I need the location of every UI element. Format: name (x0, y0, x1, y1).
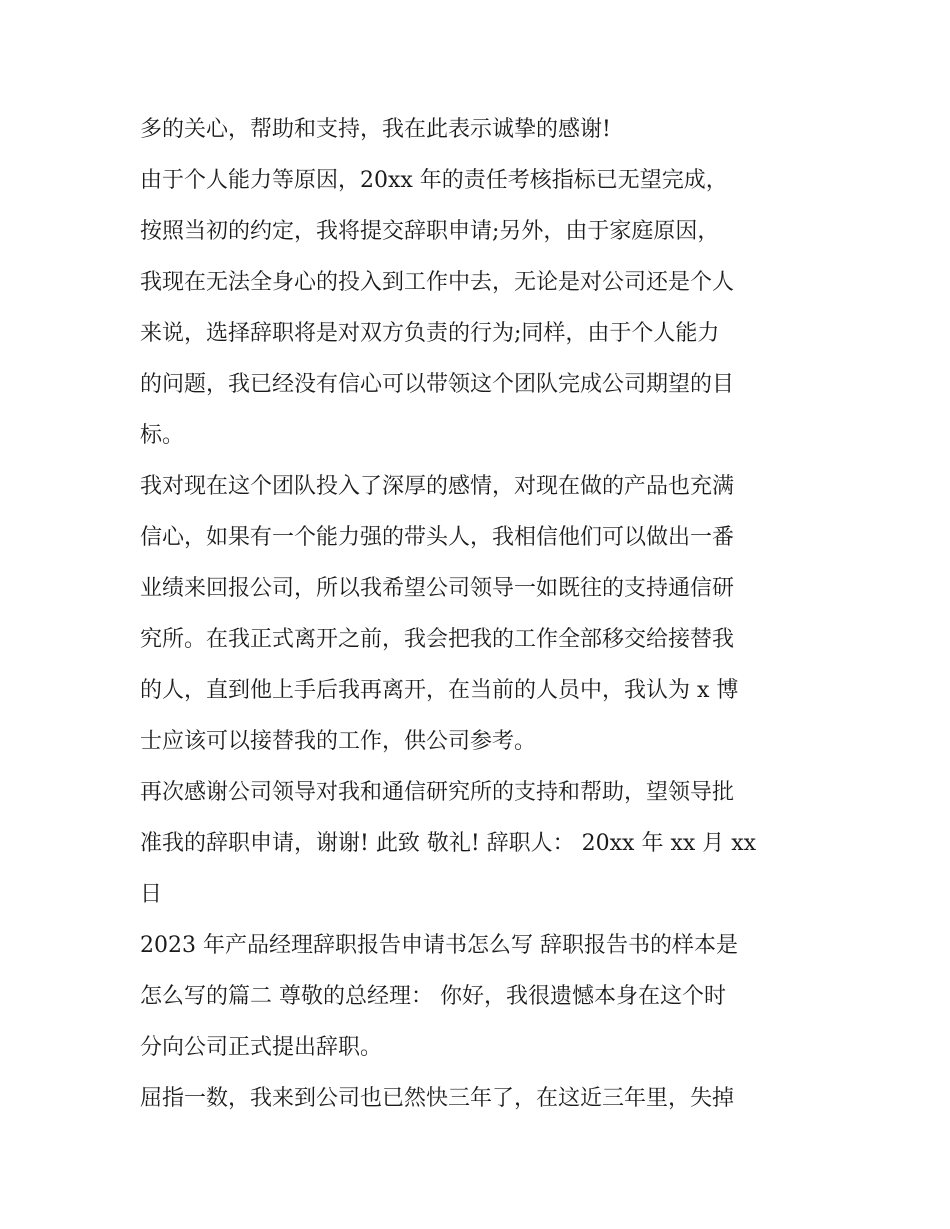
text-line: 士应该可以接替我的工作，供公司参考。 (140, 729, 537, 754)
text-line: 来说，选择辞职将是对双方负责的行为;同样，由于个人能力 (140, 321, 720, 346)
text-line: 标。 (140, 423, 185, 448)
text-line: 多的关心，帮助和支持，我在此表示诚挚的感谢! (140, 117, 611, 142)
text-line: 我现在无法全身心的投入到工作中去，无论是对公司还是个人 (140, 270, 735, 295)
text-line: 日 (140, 882, 163, 907)
text-line: 再次感谢公司领导对我和通信研究所的支持和帮助，望领导批 (140, 780, 735, 805)
text-line: 2023 年产品经理辞职报告申请书怎么写 辞职报告书的样本是 (140, 933, 738, 958)
text-line: 业绩来回报公司，所以我希望公司领导一如既往的支持通信研 (140, 576, 735, 601)
text-line: 按照当初的约定，我将提交辞职申请;另外，由于家庭原因， (140, 219, 720, 244)
document-body (140, 104, 820, 1124)
text-line: 屈指一数，我来到公司也已然快三年了，在这近三年里，失掉 (140, 1086, 735, 1111)
text-line: 准我的辞职申请，谢谢! 此致 敬礼! 辞职人： 20xx 年 xx 月 xx (140, 831, 757, 856)
text-line: 怎么写的篇二 尊敬的总经理： 你好，我很遗憾本身在这个时 (140, 984, 726, 1009)
text-line: 的人，直到他上手后我再离开，在当前的人员中，我认为 x 博 (140, 678, 739, 703)
text-line: 由于个人能力等原因，20xx 年的责任考核指标已无望完成， (140, 168, 728, 193)
text-line: 分向公司正式提出辞职。 (140, 1035, 383, 1060)
text-line: 信心，如果有一个能力强的带头人，我相信他们可以做出一番 (140, 525, 735, 550)
text-line: 我对现在这个团队投入了深厚的感情，对现在做的产品也充满 (140, 474, 735, 499)
text-line: 的问题，我已经没有信心可以带领这个团队完成公司期望的目 (140, 372, 735, 397)
text-line: 究所。在我正式离开之前，我会把我的工作全部移交给接替我 (140, 627, 735, 652)
